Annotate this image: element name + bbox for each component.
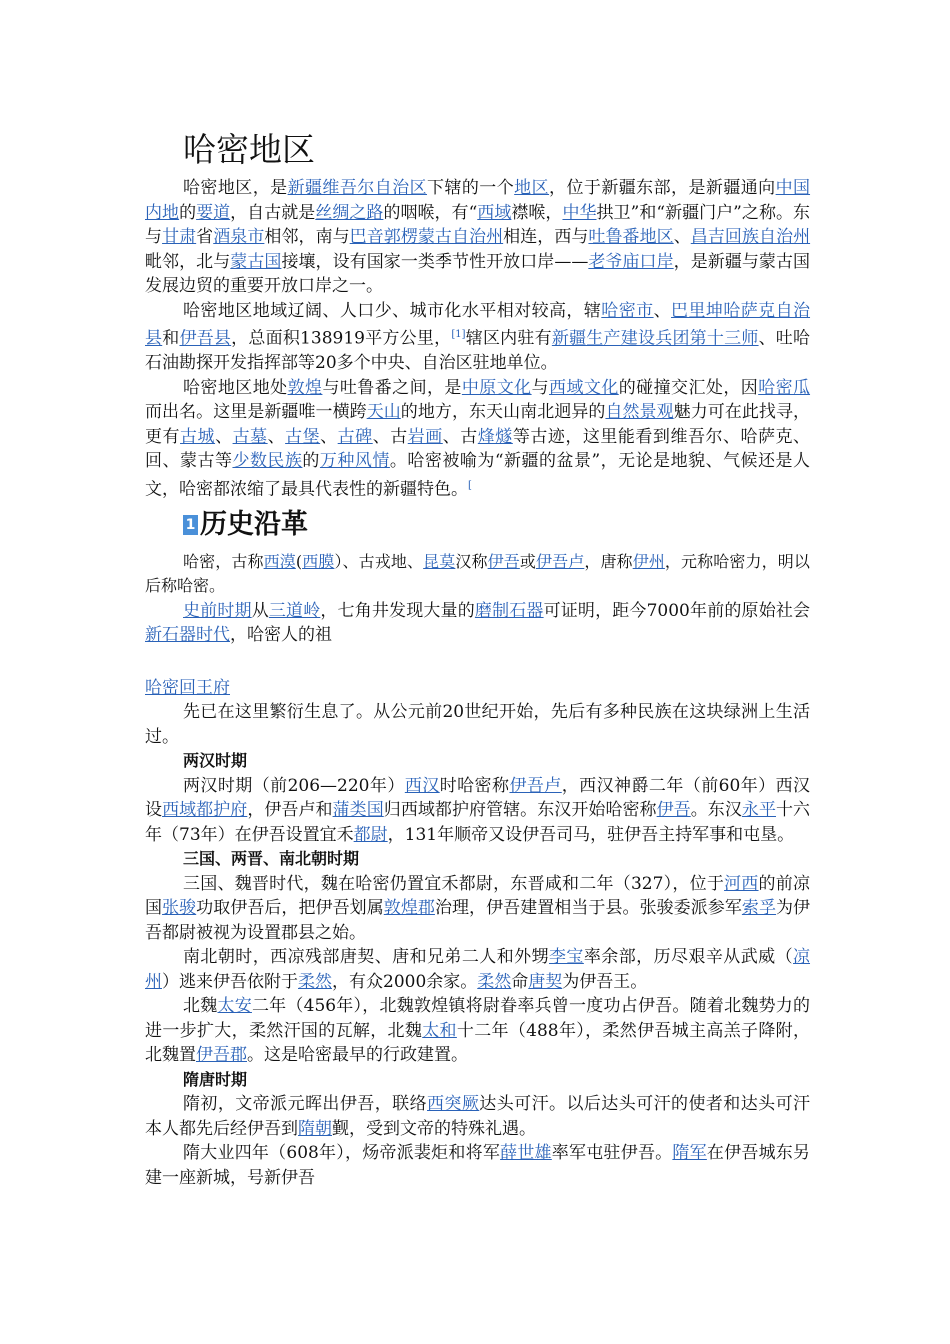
wiki-link[interactable]: 伊吾 [656, 800, 691, 821]
after-paragraph [145, 700, 810, 749]
text-run: 或 [519, 551, 536, 571]
text-run: 哈密地区，是 [183, 178, 288, 198]
text-run: 、古 [372, 426, 408, 447]
text-run: 哈密，古称 [183, 551, 264, 571]
hami-palace-link[interactable]: 哈密回王府 [145, 677, 230, 698]
text-run: ）、古戎地、 [334, 551, 424, 571]
wiki-link[interactable]: 柔然 [477, 971, 512, 992]
wiki-link[interactable]: 李宝 [549, 947, 584, 968]
wiki-link[interactable]: 中原文化 [461, 377, 532, 398]
wiki-link[interactable]: 隋军 [672, 1143, 707, 1164]
text-run: 的地方，东天山南北迥异的 [400, 402, 606, 423]
period-paragraph [145, 994, 810, 1068]
wiki-link[interactable]: 万种风情 [319, 451, 390, 472]
text-run: 、古 [442, 426, 478, 447]
wiki-link[interactable]: 新疆生产建设兵团第十三师 [551, 328, 759, 349]
text-run: 襟喉， [511, 202, 563, 223]
text-run: 省 [196, 227, 214, 247]
text-run: ，自古就是 [230, 202, 316, 223]
history-paragraph [145, 550, 810, 599]
text-run: 先已在这里繁衍生息了。从公元前20世纪开始，先后有多种民族在这块绿洲上生活过。 [145, 702, 810, 747]
wiki-link[interactable]: 敦煌郡 [383, 898, 435, 919]
wiki-link[interactable]: 永平 [741, 800, 776, 821]
wiki-link[interactable]: 西域都护府 [162, 800, 248, 821]
text-run: 命 [511, 971, 529, 992]
wiki-link[interactable]: 昌吉回族自治州 [690, 227, 811, 247]
wiki-link[interactable]: 丝绸之路 [315, 202, 384, 223]
period-paragraph [145, 774, 810, 848]
text-run: ，元称哈密力，明以后称哈密。 [145, 551, 810, 596]
wiki-link[interactable]: 磨制石器 [474, 600, 544, 621]
text-run: 下辖的一个 [427, 178, 515, 198]
wiki-link[interactable]: 岩画 [407, 426, 443, 447]
wiki-link[interactable]: 三道岭 [268, 600, 321, 621]
text-run: 的 [179, 202, 197, 223]
history-section [145, 550, 810, 648]
text-run: 和 [162, 328, 180, 349]
wiki-link[interactable]: 古城 [180, 426, 216, 447]
text-run: 哈密地区地域辽阔、人口少、城市化水平相对较高，辖 [183, 300, 602, 321]
text-run: 、吐哈石油勘探开发指挥部等20多个中央、自治区驻地单位。 [145, 328, 811, 374]
wiki-link[interactable]: 伊州 [632, 551, 665, 571]
wiki-link[interactable]: 唐契 [528, 971, 563, 992]
wiki-link[interactable]: 敦煌 [287, 377, 323, 398]
wiki-link[interactable]: 自然景观 [605, 402, 674, 423]
text-run: 时哈密称 [439, 775, 510, 796]
section-heading [183, 508, 810, 542]
text-run: ，西汉神爵二年（前60年）西汉设 [145, 775, 811, 821]
intro-paragraph [145, 299, 810, 376]
wiki-link[interactable]: 伊吾卢 [509, 775, 562, 796]
wiki-link[interactable]: 西膜 [302, 551, 335, 571]
wiki-link[interactable]: 要道 [196, 202, 231, 223]
wiki-link[interactable]: 蒲类国 [332, 800, 384, 821]
text-run: 十二年（488年），柔然伊吾城主高羔子降附，北魏置 [145, 1020, 811, 1066]
text-run: ，伊吾卢和 [247, 800, 333, 821]
wiki-link[interactable]: 新石器时代 [145, 625, 230, 646]
continuation-paragraph [145, 700, 810, 749]
text-run: 北魏 [183, 996, 218, 1017]
wiki-link[interactable]: 古墓 [232, 426, 268, 447]
text-run: 的 [302, 451, 320, 472]
text-run: 。哈密被喻为“新疆的盆景”，无论是地貌、气候还是人文，哈密都浓缩了最具代表性的新疆特色。 [145, 451, 811, 500]
period-paragraph [145, 945, 810, 994]
intro-paragraph [145, 176, 810, 299]
text-run: 两汉时期（前206—220年） [183, 775, 405, 796]
text-run: 达头可汗。以后达头可汗的使者和达头可汗本人都先后经伊吾到 [145, 1094, 811, 1139]
text-run: 功取伊吾后，把伊吾划属 [196, 898, 384, 919]
text-run: 二年（456年），北魏敦煌镇将尉眷率兵曾一度功占伊吾。随着北魏势力的进一步扩大，柔然汗国的瓦解，北魏 [145, 996, 811, 1041]
wiki-link[interactable]: 古堡 [285, 426, 321, 447]
text-run: 与吐鲁番之间，是 [322, 377, 462, 398]
text-run: 南北朝时，西凉残部唐契、唐和兄弟二人和外甥 [183, 947, 549, 968]
text-run: ，是新疆与蒙古国发展边贸的重要开放口岸之一。 [145, 251, 811, 296]
text-run: 。东汉 [690, 800, 742, 821]
wiki-link[interactable]: 酒泉市 [213, 227, 265, 247]
text-run: 毗邻，北与 [145, 251, 231, 272]
wiki-link[interactable]: 天山 [366, 402, 401, 423]
wiki-link[interactable]: 西突厥 [427, 1094, 480, 1115]
text-run: 等古迹，这里能看到维吾尔、哈萨克、回、蒙古等 [145, 426, 811, 472]
wiki-link[interactable]: 老爷庙口岸 [588, 251, 674, 272]
period-heading: 隋唐时期 [183, 1069, 248, 1089]
wiki-link[interactable]: 新疆维吾尔自治区 [287, 178, 428, 198]
wiki-link[interactable]: 隋朝 [298, 1118, 332, 1139]
text-run: ）逃来伊吾依附于 [162, 971, 298, 992]
wiki-link[interactable]: 河西 [724, 873, 759, 894]
wiki-link[interactable]: 都尉 [353, 824, 388, 845]
wiki-link[interactable]: 伊吾县 [179, 328, 232, 349]
text-run: 、 [673, 227, 691, 247]
wiki-link[interactable]: 张骏 [162, 898, 197, 919]
text-run: 的前凉国 [145, 873, 811, 919]
text-run: 率余部，历尽艰辛从武威（ [583, 947, 794, 968]
text-run: 率军屯驻伊吾。 [551, 1143, 673, 1164]
wiki-link[interactable]: 柔然 [298, 971, 332, 992]
text-run: 的咽喉，有“ [383, 202, 478, 223]
text-run: 辖区内驻有 [465, 328, 552, 349]
text-run: 可证明，距今7000年前的原始社会 [543, 600, 811, 621]
text-run: 治理，伊吾建置相当于县。张骏委派参军 [434, 898, 742, 919]
text-run: ( [295, 551, 303, 571]
page-title: 哈密地区 [183, 130, 315, 169]
wiki-link[interactable]: 蒙古国 [230, 251, 282, 272]
text-run: 拱卫”和“新疆门户”之称。东与 [145, 202, 810, 247]
text-run: 归西域都护府管辖。东汉开始哈密称 [383, 800, 657, 821]
wiki-link[interactable]: 哈密瓜 [758, 377, 811, 398]
text-run: 、 [653, 300, 672, 321]
text-run: 觐，受到文帝的特殊礼遇。 [332, 1118, 536, 1139]
citation-link[interactable]: [1] [451, 329, 466, 340]
text-run: 、 [215, 426, 233, 447]
text-run: 为伊吾王。 [562, 971, 648, 992]
text-run: 的碰撞交汇处，因 [618, 377, 759, 398]
period-paragraph [145, 872, 810, 946]
wiki-link[interactable]: 索孚 [741, 898, 776, 919]
text-run: 哈密地区地处 [183, 377, 288, 398]
wiki-link[interactable]: 少数民族 [232, 451, 303, 472]
intro-section [145, 176, 810, 502]
wiki-link[interactable]: 巴里坤哈萨克自治县 [145, 300, 811, 349]
wiki-link[interactable]: 西域文化 [549, 377, 619, 398]
text-run: ，哈密人的祖 [230, 625, 332, 646]
wiki-link[interactable]: 西域 [477, 202, 512, 223]
wiki-link[interactable]: 吐鲁番地区 [588, 227, 674, 247]
text-run: 三国、魏晋时代，魏在哈密仍置宜禾都尉，东晋咸和二年（327），位于 [183, 873, 725, 894]
text-run: 从 [251, 600, 269, 621]
text-run: 为伊吾都尉被视为设置郡县之始。 [145, 898, 811, 943]
wiki-link[interactable]: 太安 [217, 996, 252, 1017]
wiki-link[interactable]: 甘肃 [162, 227, 197, 247]
wiki-link[interactable]: 太和 [422, 1020, 457, 1041]
text-run: 相邻，南与 [264, 227, 350, 247]
text-run: ，131年顺帝又设伊吾司马，驻伊吾主持军事和屯垦。 [387, 824, 795, 845]
wiki-link[interactable]: 哈密市 [601, 300, 654, 321]
text-run: 、 [267, 426, 286, 447]
text-run: 而出名。这里是新疆唯一横跨 [145, 402, 367, 423]
period-heading: 两汉时期 [183, 751, 248, 771]
period-paragraph [145, 1092, 810, 1141]
intro-paragraph [145, 376, 810, 502]
text-run: 、 [320, 426, 338, 447]
wiki-link[interactable]: 伊吾郡 [196, 1045, 247, 1066]
text-run: 隋初，文帝派元晖出伊吾，联络 [183, 1094, 427, 1115]
wiki-link[interactable]: 古碑 [337, 426, 373, 447]
text-run: 。这是哈密最早的行政建置。 [247, 1045, 468, 1066]
text-run: 相连，西与 [503, 227, 589, 247]
wiki-link[interactable]: 史前时期 [183, 600, 252, 621]
text-run: ，总面积138919平方公里， [231, 328, 452, 349]
text-run: ，七角井发现大量的 [320, 600, 475, 621]
wiki-link[interactable]: 凉州 [145, 947, 811, 992]
text-run: 在伊吾城东另建一座新城，号新伊吾 [145, 1143, 811, 1188]
period-paragraph [145, 1141, 810, 1190]
text-run: 接壤，设有国家一类季节性开放口岸—— [281, 251, 589, 272]
wiki-link[interactable]: 昆莫 [423, 551, 456, 571]
text-run: ，有众2000余家。 [332, 971, 478, 992]
wiki-link[interactable]: 伊吾 [487, 551, 520, 571]
text-run: 隋大业四年（608年），炀帝派裴炬和将军 [183, 1143, 501, 1164]
wiki-link[interactable]: 中华 [562, 202, 597, 223]
periods-section [145, 749, 810, 1190]
wiki-link[interactable]: 西汉 [404, 775, 440, 796]
wiki-link[interactable]: 薛世雄 [500, 1143, 552, 1164]
wiki-link[interactable]: 地区 [514, 178, 550, 198]
wiki-link[interactable]: 伊吾卢 [535, 551, 585, 571]
wiki-link[interactable]: 西漠 [263, 551, 296, 571]
wiki-link[interactable]: 中国内地 [145, 178, 811, 223]
section-number-badge: 1 [183, 515, 198, 535]
text-run: ，位于新疆东部，是新疆通向 [549, 178, 776, 198]
wiki-link[interactable]: 烽燧 [477, 426, 513, 447]
text-run: ，唐称 [584, 551, 633, 571]
citation-link[interactable]: [ [468, 479, 472, 491]
history-paragraph [145, 599, 810, 648]
text-run: 魅力可在此找寻，更有 [145, 402, 811, 447]
text-run: 十六年（73年）在伊吾设置宜禾 [145, 800, 811, 845]
period-heading: 三国、两晋、南北朝时期 [183, 849, 360, 869]
section-title: 历史沿革 [200, 508, 308, 540]
text-run: 与 [531, 377, 550, 398]
text-run: 汉称 [455, 551, 488, 571]
document-page [145, 128, 810, 1190]
wiki-link[interactable]: 巴音郭楞蒙古自治州 [349, 227, 504, 247]
